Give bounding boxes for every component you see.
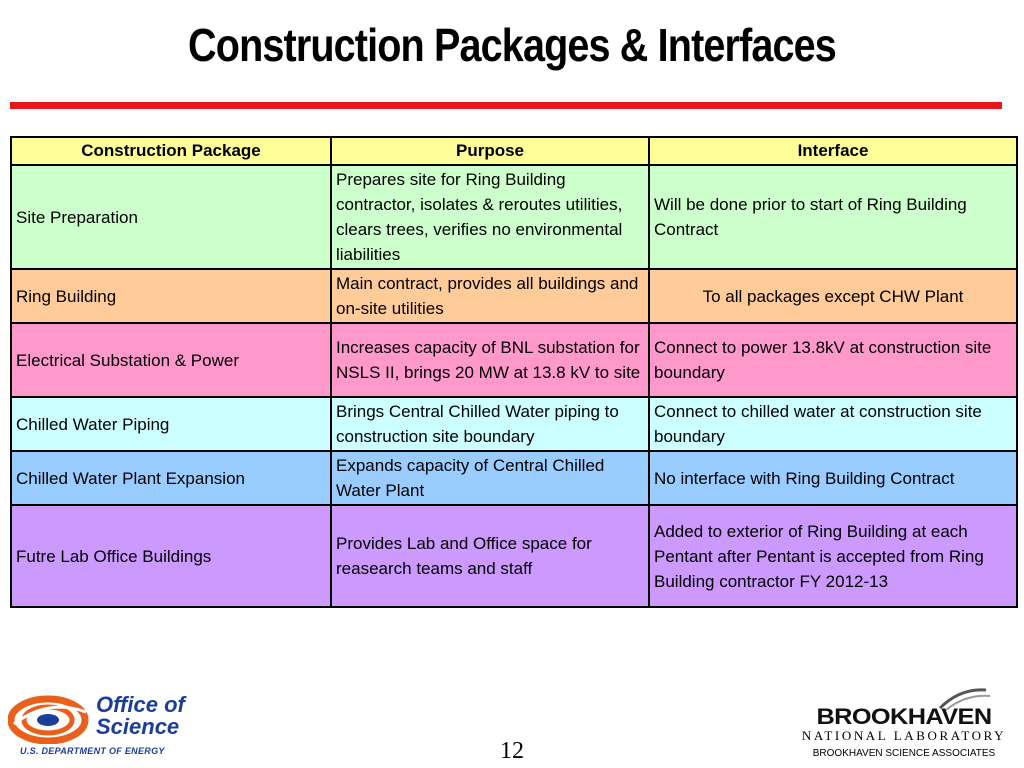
- office-of-science-text: [96, 694, 185, 738]
- purpose-cell: Provides Lab and Office space for reasearch teams and staff: [331, 505, 649, 607]
- oos-line1: Office of: [96, 692, 185, 717]
- table-row: [11, 505, 1017, 607]
- header-construction-package: Construction Package: [11, 137, 331, 165]
- package-cell: Electrical Substation & Power: [11, 323, 331, 397]
- brookhaven-name: BROOKHAVEN: [816, 704, 992, 729]
- table-row: [11, 269, 1017, 323]
- interface-cell: Added to exterior of Ring Building at each Pentant after Pentant is accepted from Ring Building contractor FY 2012-13: [649, 505, 1017, 607]
- interface-cell: To all packages except CHW Plant: [649, 269, 1017, 323]
- oos-line2: Science: [96, 714, 180, 739]
- table-row: [11, 165, 1017, 269]
- package-cell: Chilled Water Plant Expansion: [11, 451, 331, 505]
- doe-subtitle: U.S. DEPARTMENT OF ENERGY: [20, 746, 165, 756]
- package-cell: Futre Lab Office Buildings: [11, 505, 331, 607]
- package-cell: Chilled Water Piping: [11, 397, 331, 451]
- national-laboratory-text: NATIONAL LABORATORY: [801, 728, 1007, 743]
- interface-cell: No interface with Ring Building Contract: [649, 451, 1017, 505]
- purpose-cell: Increases capacity of BNL substation for NSLS II, brings 20 MW at 13.8 kV to site: [331, 323, 649, 397]
- purpose-cell: Expands capacity of Central Chilled Water Plant: [331, 451, 649, 505]
- interface-cell: Connect to chilled water at construction site boundary: [649, 397, 1017, 451]
- interface-cell: Will be done prior to start of Ring Building Contract: [649, 165, 1017, 269]
- table-row: [11, 323, 1017, 397]
- purpose-cell: Prepares site for Ring Building contractor, isolates & reroutes utilities, clears trees, verifies no environmental liabilities: [331, 165, 649, 269]
- purpose-cell: Brings Central Chilled Water piping to construction site boundary: [331, 397, 649, 451]
- package-cell: Site Preparation: [11, 165, 331, 269]
- interface-cell: Connect to power 13.8kV at construction site boundary: [649, 323, 1017, 397]
- office-of-science-logo: [8, 694, 218, 760]
- brookhaven-logo: [790, 686, 1016, 764]
- header-purpose: Purpose: [331, 137, 649, 165]
- title-rule: [10, 102, 1002, 109]
- construction-packages-table: [10, 136, 1018, 608]
- purpose-cell: Main contract, provides all buildings and on-site utilities: [331, 269, 649, 323]
- brookhaven-associates-text: BROOKHAVEN SCIENCE ASSOCIATES: [812, 748, 996, 759]
- table-row: [11, 451, 1017, 505]
- package-cell: Ring Building: [11, 269, 331, 323]
- header-interface: Interface: [649, 137, 1017, 165]
- page-number: 12: [500, 738, 524, 764]
- table-header-row: [11, 137, 1017, 165]
- doe-swirl-icon: [8, 694, 92, 744]
- table-row: [11, 397, 1017, 451]
- slide-title: Construction Packages & Interfaces: [188, 19, 836, 71]
